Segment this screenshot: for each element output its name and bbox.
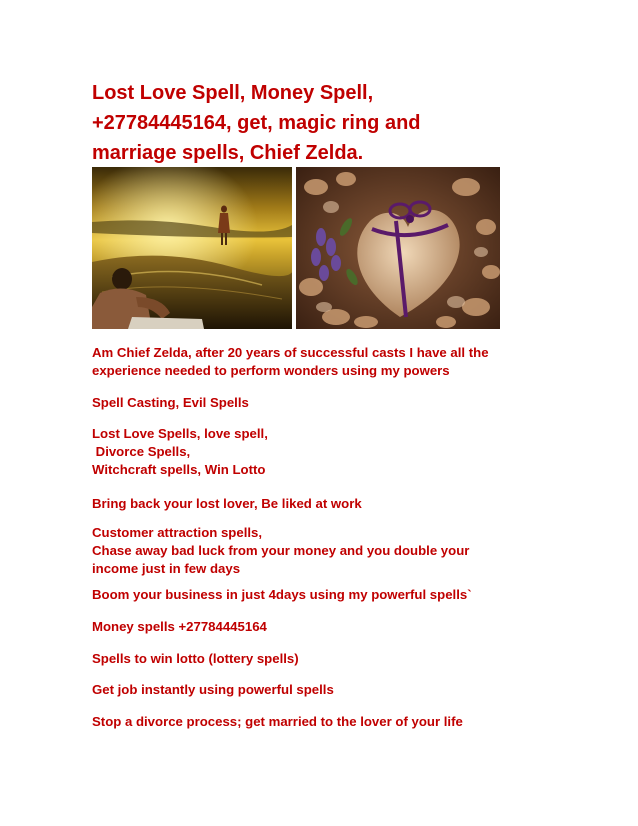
paragraph-intro xyxy=(92,344,489,380)
paragraph-lost-lover xyxy=(92,495,362,513)
paragraph-line: Divorce Spells, xyxy=(92,444,191,459)
paragraph-line: Lost Love Spells, love spell, xyxy=(92,426,268,441)
paragraph-customer-attraction xyxy=(92,524,469,578)
paragraph-line: Stop a divorce process; get married to the lover of your life xyxy=(92,714,463,729)
document-title xyxy=(92,78,562,168)
beach-couple-photo xyxy=(92,167,292,329)
title-line-2: +27784445164, get, magic ring and xyxy=(92,112,421,134)
paragraph-line: Customer attraction spells, xyxy=(92,525,263,540)
paragraph-job-spells xyxy=(92,681,334,699)
paragraph-line: income just in few days xyxy=(92,561,241,576)
paragraph-divorce-process xyxy=(92,713,463,731)
heart-stone-photo xyxy=(296,167,500,329)
paragraph-line: Spell Casting, Evil Spells xyxy=(92,395,249,410)
title-line-1: Lost Love Spell, Money Spell, xyxy=(92,82,374,104)
paragraph-line: Witchcraft spells, Win Lotto xyxy=(92,462,266,477)
paragraph-line: Money spells +27784445164 xyxy=(92,619,267,634)
paragraph-line: Get job instantly using powerful spells xyxy=(92,682,334,697)
paragraph-spell-casting xyxy=(92,394,249,412)
paragraph-line: Boom your business in just 4days using my powerful spells` xyxy=(92,587,472,602)
paragraph-line: Spells to win lotto (lottery spells) xyxy=(92,651,299,666)
paragraph-boom-business xyxy=(92,586,472,604)
paragraph-money-spells xyxy=(92,618,267,636)
paragraph-line: Am Chief Zelda, after 20 years of successful casts I have all the xyxy=(92,345,489,360)
photo-strip xyxy=(92,167,500,329)
paragraph-lotto-spells xyxy=(92,650,299,668)
title-line-3: marriage spells, Chief Zelda. xyxy=(92,142,364,164)
paragraph-love-spells xyxy=(92,425,268,479)
paragraph-line: Bring back your lost lover, Be liked at work xyxy=(92,496,362,511)
paragraph-line: experience needed to perform wonders using my powers xyxy=(92,363,450,378)
paragraph-line: Chase away bad luck from your money and you double your xyxy=(92,543,470,558)
